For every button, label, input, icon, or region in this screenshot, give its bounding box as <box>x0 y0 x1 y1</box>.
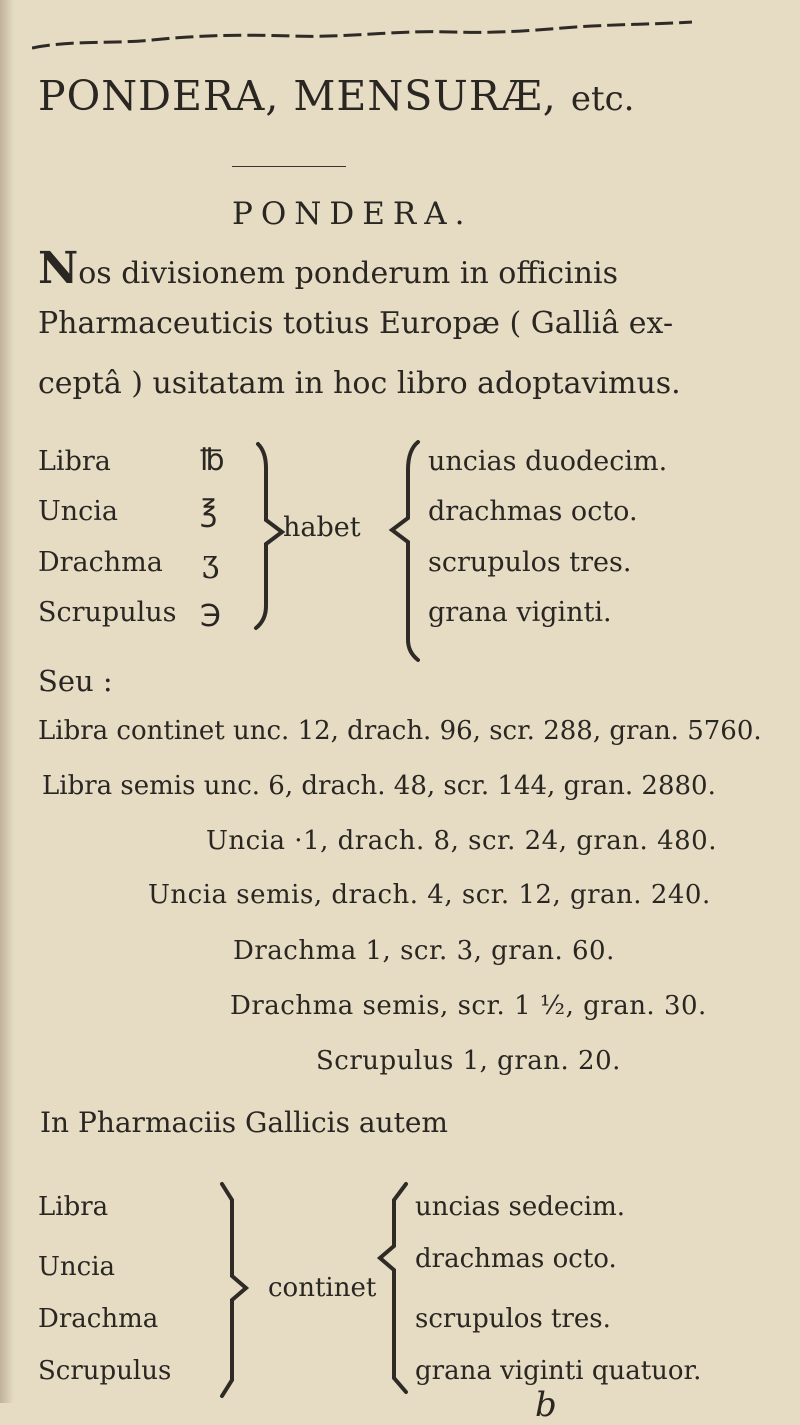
table2-value-1: uncias sedecim. <box>415 1192 626 1222</box>
drachma-symbol: ʒ <box>202 545 219 580</box>
table2-left-brace <box>222 1184 246 1396</box>
equivalence-line-5: Drachma 1, scr. 3, gran. 60. <box>233 936 615 966</box>
table2-unit-scrupulus: Scrupulus <box>38 1356 172 1386</box>
table1-value-4: grana viginti. <box>428 597 612 628</box>
table2-unit-drachma: Drachma <box>38 1304 159 1334</box>
table2-verb: continet <box>268 1273 377 1303</box>
table1-unit-libra: Libra <box>38 446 111 477</box>
table2-value-4: grana viginti quatuor. <box>415 1356 702 1386</box>
table1-unit-uncia: Uncia <box>38 496 118 527</box>
gallic-intro: In Pharmaciis Gallicis autem <box>40 1106 448 1139</box>
table1-right-brace <box>392 442 418 660</box>
equivalence-line-2: Libra semis unc. 6, drach. 48, scr. 144, gran. 2880. <box>42 771 716 801</box>
equivalence-line-1: Libra continet unc. 12, drach. 96, scr. 288, gran. 5760. <box>38 716 762 746</box>
intro-line-2: Pharmaceuticis totius Europæ ( Galliâ ex- <box>38 306 674 341</box>
table2-right-brace <box>380 1184 406 1392</box>
seu-label: Seu : <box>38 664 113 698</box>
table1-unit-scrupulus: Scrupulus <box>38 597 177 628</box>
libra-symbol: ℔ <box>200 443 225 478</box>
table1-unit-drachma: Drachma <box>38 547 163 578</box>
equivalence-line-7: Scrupulus 1, gran. 20. <box>316 1046 621 1076</box>
table2-value-3: scrupulos tres. <box>415 1304 611 1334</box>
section-title: PONDERA. <box>232 196 473 232</box>
running-header-title: PONDERA, MENSURÆ, <box>38 72 557 120</box>
intro-line-1-text: os divisionem ponderum in officinis <box>78 256 618 291</box>
table2-unit-uncia: Uncia <box>38 1252 116 1282</box>
equivalence-line-4: Uncia semis, drach. 4, scr. 12, gran. 240. <box>148 880 711 910</box>
equivalence-line-6: Drachma semis, scr. 1 ½, gran. 30. <box>230 991 707 1021</box>
table1-value-3: scrupulos tres. <box>428 547 632 578</box>
table2-value-2: drachmas octo. <box>415 1244 617 1274</box>
table1-value-1: uncias duodecim. <box>428 446 668 477</box>
running-header-etc: etc. <box>570 79 635 119</box>
intro-line-3: ceptâ ) usitatam in hoc libro adoptavimus. <box>38 366 681 401</box>
drop-cap: N <box>38 243 79 294</box>
scrupulus-symbol: ℈ <box>200 595 221 630</box>
uncia-symbol: ℥ <box>200 494 218 529</box>
table1-verb: habet <box>283 512 361 543</box>
table1-value-2: drachmas octo. <box>428 496 638 527</box>
equivalence-line-3: Uncia ·1, drach. 8, scr. 24, gran. 480. <box>206 826 717 856</box>
table1-left-brace <box>256 444 282 628</box>
signature-mark: b <box>535 1385 557 1425</box>
table2-unit-libra: Libra <box>38 1192 109 1222</box>
